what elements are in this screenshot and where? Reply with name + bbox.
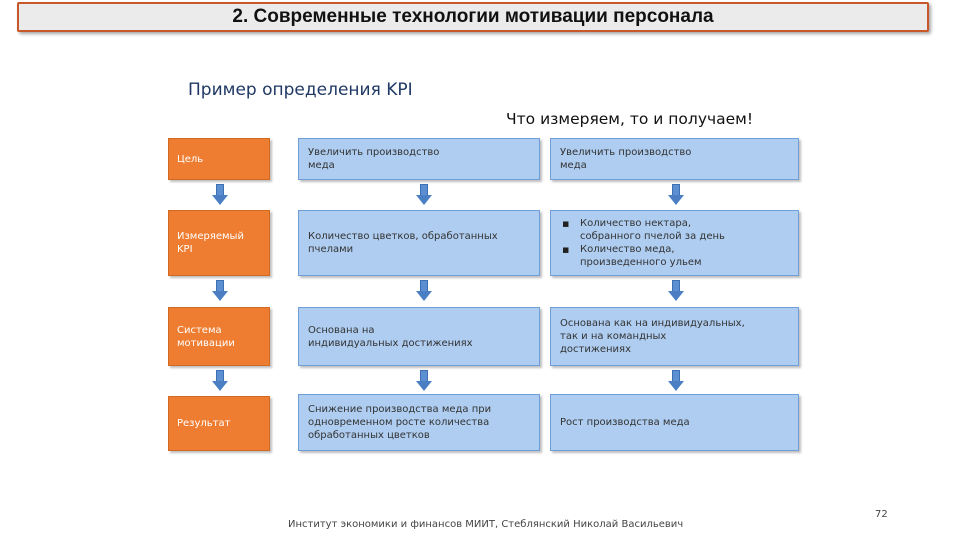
down-arrow-icon	[416, 184, 432, 206]
slide-subtitle: Пример определения KPI	[188, 80, 413, 100]
row4-col1-box: Снижение производства меда при одновременном росте количества обработанных цветков	[298, 394, 540, 451]
down-arrow-icon	[668, 184, 684, 206]
down-arrow-icon	[668, 280, 684, 302]
footer-text: Институт экономики и финансов МИИТ, Стеблянский Николай Васильевич	[288, 519, 684, 530]
down-arrow-icon	[416, 370, 432, 392]
kpi-bullet-list	[560, 217, 725, 269]
down-arrow-icon	[212, 280, 228, 302]
down-arrow-icon	[416, 280, 432, 302]
row1-col1-box: Увеличить производство меда	[298, 138, 540, 180]
row1-col2-box: Увеличить производство меда	[550, 138, 799, 180]
row4-col2-box: Рост производства меда	[550, 394, 799, 451]
list-item: ▪ Количество меда, произведенного ульем	[560, 243, 725, 269]
row2-col1-box: Количество цветков, обработанных пчелами	[298, 210, 540, 276]
row3-col2-box: Основана как на индивидуальных, так и на командных достижениях	[550, 307, 799, 366]
slide-title: 2. Современные технологии мотивации персонала	[17, 2, 929, 32]
down-arrow-icon	[212, 370, 228, 392]
list-item: ▪ Количество нектара, собранного пчелой за день	[560, 217, 725, 243]
page-number: 72	[875, 509, 888, 520]
row3-col1-box: Основана на индивидуальных достижениях	[298, 307, 540, 366]
row-label-result: Результат	[168, 396, 270, 451]
down-arrow-icon	[212, 184, 228, 206]
row2-col2-box	[550, 210, 799, 276]
row-label-motivation: Система мотивации	[168, 307, 270, 366]
down-arrow-icon	[668, 370, 684, 392]
row-label-goal: Цель	[168, 138, 270, 180]
slogan-text: Что измеряем, то и получаем!	[506, 110, 754, 128]
row-label-kpi: Измеряемый KPI	[168, 210, 270, 276]
